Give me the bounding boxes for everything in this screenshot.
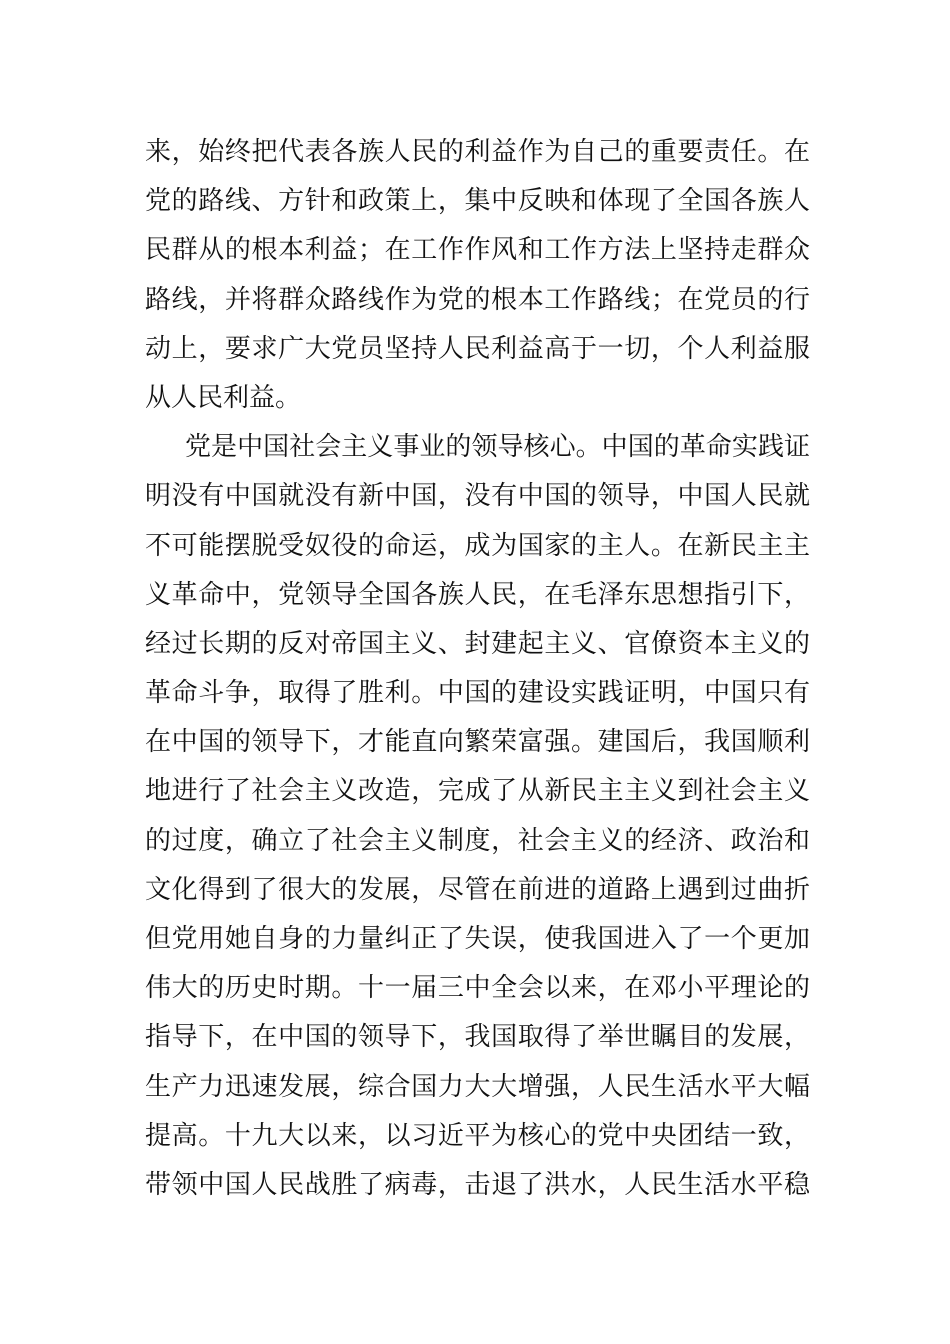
text-line: 的过度，确立了社会主义制度，社会主义的经济、政治和 — [145, 825, 810, 856]
text-line: 指导下，在中国的领导下，我国取得了举世瞩目的发展， — [145, 1022, 810, 1053]
paragraph-1 — [145, 128, 810, 423]
text-line: 带领中国人民战胜了病毒，击退了洪水，人民生活水平稳 — [145, 1169, 810, 1200]
text-line: 路线，并将群众路线作为党的根本工作路线；在党员的行 — [145, 284, 810, 315]
text-line: 生产力迅速发展，综合国力大大增强，人民生活水平大幅 — [145, 1071, 810, 1102]
text-line: 民群从的根本利益；在工作作风和工作方法上坚持走群众 — [145, 235, 810, 266]
body-text — [145, 128, 810, 1210]
paragraph-2 — [145, 423, 810, 1210]
text-line: 动上，要求广大党员坚持人民利益高于一切，个人利益服 — [145, 333, 810, 364]
text-line: 提高。十九大以来，以习近平为核心的党中央团结一致， — [145, 1120, 810, 1151]
text-line: 明没有中国就没有新中国，没有中国的领导，中国人民就 — [145, 481, 810, 512]
text-line: 党的路线、方针和政策上，集中反映和体现了全国各族人 — [145, 186, 810, 217]
text-line: 义革命中，党领导全国各族人民，在毛泽东思想指引下， — [145, 579, 810, 610]
text-line: 但党用她自身的力量纠正了失误，使我国进入了一个更加 — [145, 924, 810, 954]
text-line: 革命斗争，取得了胜利。中国的建设实践证明，中国只有 — [145, 678, 810, 709]
text-line: 来，始终把代表各族人民的利益作为自己的重要责任。在 — [145, 137, 810, 167]
text-line: 党是中国社会主义事业的领导核心。中国的革命实践证 — [185, 432, 810, 463]
text-line: 从人民利益。 — [145, 382, 302, 413]
text-line: 地进行了社会主义改造，完成了从新民主主义到社会主义 — [145, 776, 810, 807]
text-line: 文化得到了很大的发展，尽管在前进的道路上遇到过曲折 — [145, 874, 810, 905]
text-line: 不可能摆脱受奴役的命运，成为国家的主人。在新民主主 — [145, 530, 810, 561]
text-line: 经过长期的反对帝国主义、封建起主义、官僚资本主义的 — [145, 628, 810, 659]
text-line: 伟大的历史时期。十一届三中全会以来，在邓小平理论的 — [145, 973, 810, 1004]
text-line: 在中国的领导下，才能直向繁荣富强。建国后，我国顺利 — [145, 727, 810, 758]
